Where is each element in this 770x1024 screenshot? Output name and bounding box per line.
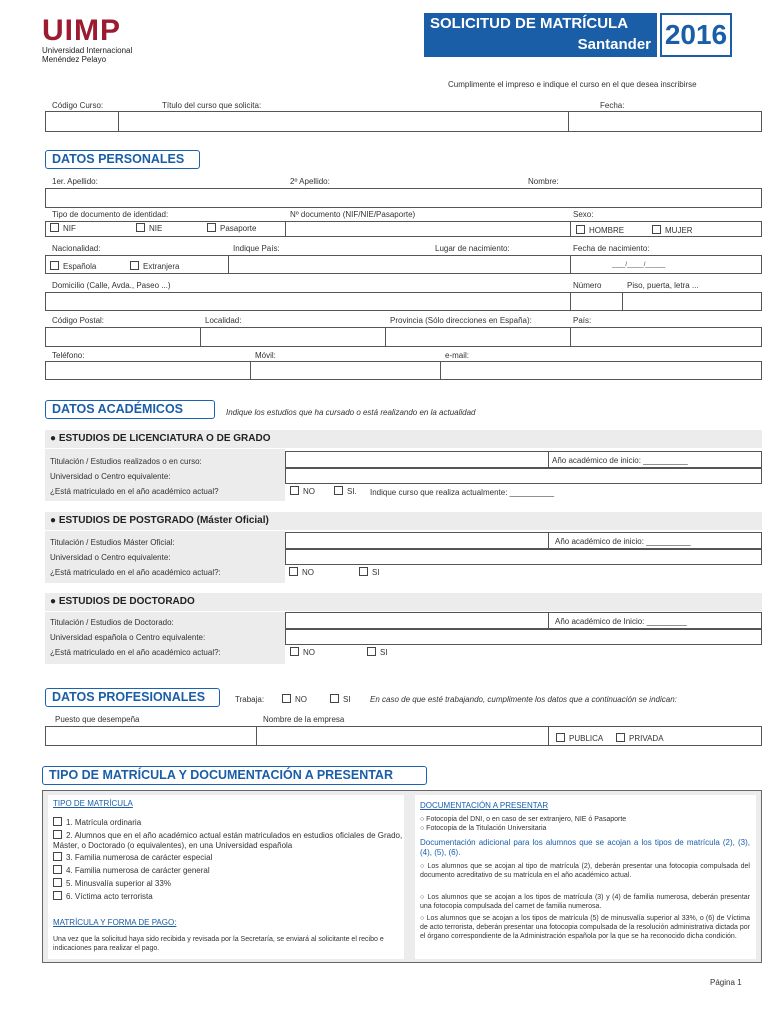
floor-label: Piso, puerta, letra ...: [627, 281, 699, 290]
nif-checkbox[interactable]: [50, 223, 59, 232]
divider: [622, 292, 623, 311]
postgrado-si-checkbox[interactable]: [359, 567, 368, 576]
type-6-text: 6. Víctima acto terrorista: [66, 892, 153, 901]
doctorado-no-checkbox[interactable]: [290, 647, 299, 656]
name-label: Nombre:: [528, 177, 559, 186]
uimp-logo: [42, 16, 132, 64]
works-no-checkbox[interactable]: [282, 694, 291, 703]
course-code-field[interactable]: [118, 111, 119, 132]
public-text: PUBLICA: [569, 734, 604, 743]
extra-3: ○ Los alumnos que se acojan a los tipos de matrícula (5) de minusvalía superior al 33%, o (6) de Víctima de acto terrorista, deberán presentar una fotocopia compulsada de la resolución administrativa dictada por el órgano correspondiente de la Administración española por la que se ha reconocido dicha condición.: [420, 915, 750, 940]
type-3-checkbox[interactable]: [53, 852, 62, 861]
passport-text: Pasaporte: [220, 224, 257, 233]
docs-title: DOCUMENTACIÓN A PRESENTAR: [420, 801, 549, 810]
passport-checkbox[interactable]: [207, 223, 216, 232]
doctorado-no-option[interactable]: [290, 647, 315, 658]
doctorado-title: ● ESTUDIOS DE DOCTORADO: [50, 596, 195, 607]
divider: [548, 451, 549, 468]
logo-sub1: Universidad Internacional: [42, 46, 133, 55]
spanish-checkbox[interactable]: [50, 261, 59, 270]
grado-title: ● ESTUDIOS DE LICENCIATURA O DE GRADO: [50, 433, 271, 444]
public-checkbox[interactable]: [556, 733, 565, 742]
nif-text: NIF: [63, 224, 76, 233]
doctorado-l2: Universidad española o Centro equivalente:: [50, 633, 206, 642]
page-subtitle: Santander: [577, 36, 651, 53]
surname1-label: 1er. Apellido:: [52, 177, 98, 186]
grado-l2: Universidad o Centro equivalente:: [50, 472, 171, 481]
type-2[interactable]: [53, 830, 403, 851]
mobile-label: Móvil:: [255, 351, 276, 360]
professional-hint: En caso de que esté trabajando, cumplimente los datos que a continuación se indican:: [370, 695, 677, 704]
grado-year[interactable]: Año académico de inicio: __________: [552, 456, 688, 465]
grado-si-checkbox[interactable]: [334, 486, 343, 495]
address-row-box[interactable]: [45, 292, 762, 311]
postgrado-l1: Titulación / Estudios Máster Oficial:: [50, 538, 175, 547]
page-number: Página 1: [710, 978, 742, 987]
divider: [228, 255, 229, 274]
foreign-checkbox[interactable]: [130, 261, 139, 270]
divider: [200, 327, 201, 347]
works-si-option[interactable]: [330, 694, 351, 705]
extra-2: ○ Los alumnos que se acojan a los tipos de matrícula (3) y (4) de familia numerosa, deberán presentar una fotocopia compulsada del carnet de familia numerosa.: [420, 894, 750, 910]
type-6[interactable]: [53, 891, 153, 902]
payment-title: MATRÍCULA Y FORMA DE PAGO:: [53, 918, 177, 927]
works-label: Trabaja:: [235, 695, 265, 704]
type-2-checkbox[interactable]: [53, 830, 62, 839]
type-3[interactable]: [53, 852, 212, 863]
type-1[interactable]: [53, 817, 141, 828]
date-field[interactable]: [568, 111, 569, 132]
postgrado-l2: Universidad o Centro equivalente:: [50, 553, 171, 562]
doc-type-label: Tipo de documento de identidad:: [52, 210, 169, 219]
nif-option[interactable]: [50, 223, 76, 234]
birthdate-label: Fecha de nacimiento:: [573, 244, 650, 253]
divider: [570, 221, 571, 237]
logo-text: UIMP: [42, 14, 121, 47]
extra-1: ○ Los alumnos que se acojan al tipo de matrícula (2), deberán presentar una fotocopia compulsada del documento acreditativo de su matrícula en el año académico actual.: [420, 863, 750, 879]
private-option[interactable]: [616, 733, 664, 744]
position-label: Puesto que desempeña: [55, 715, 140, 724]
postgrado-title: ● ESTUDIOS DE POSTGRADO (Máster Oficial): [50, 515, 269, 526]
type-4[interactable]: [53, 865, 210, 876]
grado-si-text: SI.: [347, 487, 357, 496]
postcode-label: Código Postal:: [52, 316, 105, 325]
doctorado-year[interactable]: Año académico de Inicio: _________: [555, 617, 687, 626]
doctorado-uni-field[interactable]: [285, 629, 762, 645]
divider: [285, 221, 286, 237]
grado-l3: ¿Está matriculado en el año académico actual?: [50, 487, 219, 496]
private-text: PRIVADA: [629, 734, 664, 743]
sex-label: Sexo:: [573, 210, 594, 219]
postgrado-si-option[interactable]: [359, 567, 380, 578]
country-label: País:: [573, 316, 592, 325]
nie-checkbox[interactable]: [136, 223, 145, 232]
doctorado-l1: Titulación / Estudios de Doctorado:: [50, 618, 174, 627]
works-si-text: SI: [343, 695, 351, 704]
course-code-label: Código Curso:: [52, 101, 104, 110]
logo-sub2: Menéndez Pelayo: [42, 55, 107, 64]
divider: [548, 612, 549, 629]
foreign-option[interactable]: [130, 261, 179, 272]
divider: [548, 532, 549, 549]
type-6-checkbox[interactable]: [53, 891, 62, 900]
course-row-box: [45, 111, 762, 132]
female-checkbox[interactable]: [652, 225, 661, 234]
names-row-box[interactable]: [45, 188, 762, 208]
divider: [570, 292, 571, 311]
female-option[interactable]: [652, 225, 693, 236]
doc-2: ○ Fotocopia de la Titulación Universitaria: [420, 825, 547, 832]
address-label: Domicilio (Calle, Avda., Paseo ...): [52, 281, 171, 290]
divider: [385, 327, 386, 347]
date-label: Fecha:: [600, 101, 625, 110]
spanish-option[interactable]: [50, 261, 96, 272]
divider: [570, 255, 571, 274]
type-title: TIPO DE MATRÍCULA: [53, 799, 133, 808]
postgrado-si-text: SI: [372, 568, 380, 577]
page-title: SOLICITUD DE MATRÍCULA: [430, 15, 629, 32]
nie-option[interactable]: [136, 223, 162, 234]
extra-title: Documentación adicional para los alumnos que se acojan a los tipos de matrícula (2), (3), (4), (5), (6).: [420, 838, 750, 857]
male-option[interactable]: [576, 225, 624, 236]
postgrado-uni-field[interactable]: [285, 549, 762, 565]
surname2-label: 2º Apellido:: [290, 177, 330, 186]
type-4-text: 4. Familia numerosa de carácter general: [66, 866, 210, 875]
title-banner: [424, 13, 657, 57]
type-5-checkbox[interactable]: [53, 878, 62, 887]
section-personal: DATOS PERSONALES: [45, 150, 200, 169]
doctorado-si-checkbox[interactable]: [367, 647, 376, 656]
works-no-option[interactable]: [282, 694, 307, 705]
section-academic: DATOS ACADÉMICOS: [45, 400, 215, 419]
private-checkbox[interactable]: [616, 733, 625, 742]
grado-l1: Titulación / Estudios realizados o en curso:: [50, 457, 202, 466]
female-text: MUJER: [665, 226, 693, 235]
doc-number-label: Nº documento (NIF/NIE/Pasaporte): [290, 210, 416, 219]
divider: [548, 726, 549, 746]
postcode-row-box[interactable]: [45, 327, 762, 347]
postgrado-no-option[interactable]: [289, 567, 314, 578]
postgrado-no-text: NO: [302, 568, 314, 577]
phone-label: Teléfono:: [52, 351, 85, 360]
birthplace-label: Lugar de nacimiento:: [435, 244, 510, 253]
type-5-text: 5. Minusvalía superior al 33%: [66, 879, 171, 888]
works-no-text: NO: [295, 695, 307, 704]
type-5[interactable]: [53, 878, 171, 889]
type-1-text: 1. Matrícula ordinaria: [66, 818, 142, 827]
spanish-text: Española: [63, 262, 97, 271]
postgrado-year[interactable]: Año académico de inicio: __________: [555, 537, 691, 546]
doc-1: ○ Fotocopia del DNI, o en caso de ser extranjero, NIE ó Pasaporte: [420, 816, 627, 823]
divider: [570, 327, 571, 347]
number-label: Número: [573, 281, 602, 290]
works-si-checkbox[interactable]: [330, 694, 339, 703]
doctorado-l3: ¿Está matriculado en el año académico actual?:: [50, 648, 221, 657]
doctorado-si-option[interactable]: [367, 647, 388, 658]
type-3-text: 3. Familia numerosa de carácter especial: [66, 853, 213, 862]
course-title-label: Título del curso que solicita:: [162, 101, 262, 110]
postgrado-no-checkbox[interactable]: [289, 567, 298, 576]
male-text: HOMBRE: [589, 226, 625, 235]
grado-no-option[interactable]: [290, 486, 315, 497]
grado-no-checkbox[interactable]: [290, 486, 299, 495]
type-4-checkbox[interactable]: [53, 865, 62, 874]
company-label: Nombre de la empresa: [263, 715, 345, 724]
academic-hint: Indique los estudios que ha cursado o está realizando en la actualidad: [226, 408, 476, 417]
payment-text: Una vez que la solicitud haya sido recibida y revisada por la Secretaría, se enviará al solicitante el recibo e indicaciones para realizar el pago.: [53, 936, 384, 952]
doctorado-title-field[interactable]: [285, 612, 762, 629]
province-label: Provincia (Sólo direcciones en España):: [390, 316, 532, 325]
doctorado-si-text: SI: [380, 648, 388, 657]
contact-row-box[interactable]: [45, 361, 762, 380]
birthdate-blank[interactable]: ____/_____/______: [612, 262, 666, 268]
year-box: [660, 13, 732, 57]
foreign-text: Extranjera: [143, 262, 180, 271]
postgrado-l3: ¿Está matriculado en el año académico actual?:: [50, 568, 221, 577]
type-2-text: 2. Alumnos que en el año académico actual están matriculados en estudios oficiales de Grado, Máster, o Doctorado (o equivalentes), en una Universidad española: [53, 831, 403, 850]
section-enrolment: TIPO DE MATRÍCULA Y DOCUMENTACIÓN A PRESENTAR: [42, 766, 427, 785]
year: 2016: [664, 19, 728, 50]
grado-uni-field[interactable]: [285, 468, 762, 484]
country-hint-label: Indique País:: [233, 244, 280, 253]
section-professional: DATOS PROFESIONALES: [45, 688, 220, 707]
divider: [250, 361, 251, 380]
doctorado-no-text: NO: [303, 648, 315, 657]
passport-option[interactable]: [207, 223, 256, 234]
male-checkbox[interactable]: [576, 225, 585, 234]
locality-label: Localidad:: [205, 316, 242, 325]
nie-text: NIE: [149, 224, 163, 233]
email-label: e-mail:: [445, 351, 470, 360]
public-option[interactable]: [556, 733, 603, 744]
divider: [440, 361, 441, 380]
instructions: Cumplimente el impreso e indique el curso en el que desea inscribirse: [448, 80, 697, 89]
divider: [256, 726, 257, 746]
grado-no-text: NO: [303, 487, 315, 496]
grado-course[interactable]: Indique curso que realiza actualmente: __________: [370, 488, 555, 497]
grado-si-option[interactable]: [334, 486, 357, 497]
type-1-checkbox[interactable]: [53, 817, 62, 826]
nationality-label: Nacionalidad:: [52, 244, 101, 253]
grado-title-field[interactable]: [285, 451, 762, 468]
